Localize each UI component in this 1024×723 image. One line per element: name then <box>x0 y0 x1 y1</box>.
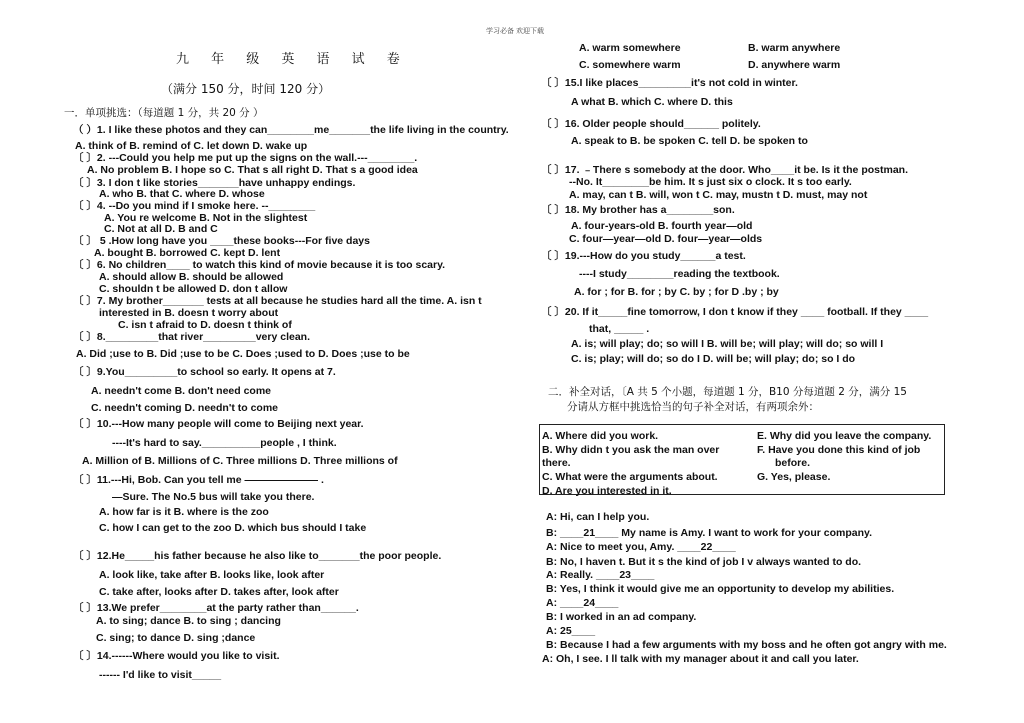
option-line: A. warm somewhere <box>579 42 681 54</box>
question-line: ----I study________reading the textbook. <box>579 268 780 280</box>
question-line: 〔 〕16. Older people should______ politely. <box>541 118 761 130</box>
option-line: A. who B. that C. where D. whose <box>99 188 265 200</box>
question-line: 〔 〕14.------Where would you like to visit. <box>73 650 280 662</box>
dialogue-line: B: Yes, I think it would give me an opportunity to develop my abilities. <box>546 583 895 595</box>
dialogue-line: B: ____21____ My name is Amy. I want to work for your company. <box>546 527 872 539</box>
option-line: C. take after, looks after D. takes after, look after <box>99 586 339 598</box>
question-line: 〔 〕17. ﹣There s somebody at the door. Who____it be. Is it the postman. <box>541 164 908 176</box>
dialogue-line: B: No, I haven t. But it s the kind of job I v always wanted to do. <box>546 556 862 568</box>
box-option: G. Yes, please. <box>757 471 831 483</box>
option-line: A. needn't come B. don't need come <box>91 385 272 397</box>
question-line: 〔 〕11.---Hi, Bob. Can you tell me ——————— . <box>73 474 324 486</box>
question-line: 〔 〕15.I like places_________it's not cold in winter. <box>541 77 798 89</box>
dialogue-line: A: Really. ____23____ <box>546 569 655 581</box>
section-two-instruction: 分请从方框中挑选恰当的句子补全对话，有两项余外： <box>567 401 819 413</box>
option-line: D. anywhere warm <box>748 59 841 71</box>
question-line: 〔 〕3. I don t like stories_______have unhappy endings. <box>73 177 356 189</box>
dialogue-line: A: 25____ <box>546 625 596 637</box>
option-line: C. how I can get to the zoo D. which bus should I take <box>99 522 367 534</box>
option-line: C. four—year—old D. four—year—olds <box>569 233 763 245</box>
option-line: A. You re welcome B. Not in the slightest <box>104 212 308 224</box>
question-line: 〔 〕7. My brother_______ tests at all because he studies hard all the time. A. isn t <box>73 295 482 307</box>
exam-title: 九 年 级 英 语 试 卷 <box>176 52 409 67</box>
option-line: interested in B. doesn t worry about <box>99 307 279 319</box>
dialogue-line: A: Nice to meet you, Amy. ____22____ <box>546 541 736 553</box>
option-line: A. to sing; dance B. to sing ; dancing <box>96 615 281 627</box>
option-line: A. speak to B. be spoken C. tell D. be spoken to <box>571 135 808 147</box>
dialogue-line: A: Oh, I see. I ll talk with my manager about it and call you later. <box>542 653 859 665</box>
question-line: 〔 〕12.He_____his father because he also like to_______the poor people. <box>73 550 442 562</box>
question-line: 〔 〕8._________that river_________very clean. <box>73 331 311 343</box>
box-option: before. <box>775 457 811 469</box>
box-option: there. <box>542 457 571 469</box>
question-line: ------ I'd like to visit_____ <box>99 669 222 681</box>
question-line: ----It's hard to say.__________people , I think. <box>112 437 337 449</box>
box-option: A. Where did you work. <box>542 430 659 442</box>
question-line: 〔 〕4. --Do you mind if I smoke here. --________ <box>73 200 316 212</box>
question-line: --No. It________be him. It s just six o clock. It s too early. <box>569 176 852 188</box>
dialogue-line: A: Hi, can I help you. <box>546 511 650 523</box>
option-line: A. is; will play; do; so will I B. will be; will play; will do; so will I <box>571 338 884 350</box>
option-line: A. think of B. remind of C. let down D. wake up <box>75 140 308 152</box>
option-line: A. should allow B. should be allowed <box>99 271 284 283</box>
dialogue-line: B: I worked in an ad company. <box>546 611 697 623</box>
option-line: B. warm anywhere <box>748 42 841 54</box>
option-line: A. four-years-old B. fourth year—old <box>571 220 753 232</box>
question-line: that, _____ . <box>589 323 650 335</box>
option-line: A. may, can t B. will, won t C. may, mustn t D. must, may not <box>569 189 868 201</box>
option-line: A. how far is it B. where is the zoo <box>99 506 269 518</box>
box-option: F. Have you done this kind of job <box>757 444 921 456</box>
box-option: B. Why didn t you ask the man over <box>542 444 720 456</box>
question-line: 〔 〕10.---How many people will come to Beijing next year. <box>73 418 364 430</box>
option-line: C. Not at all D. B and C <box>104 223 218 235</box>
box-option: D. Are you interested in it. <box>542 485 672 497</box>
exam-subtitle: （满分 150 分，时间 120 分） <box>161 82 331 96</box>
option-line: A. bought B. borrowed C. kept D. lent <box>94 247 281 259</box>
question-line: 〔 〕18. My brother has a________son. <box>541 204 735 216</box>
option-line: A. look like, take after B. looks like, look after <box>99 569 325 581</box>
option-line: A. Did ;use to B. Did ;use to be C. Does ;used to D. Does ;use to be <box>76 348 410 360</box>
question-line: 〔 〕 5 .How long have you ____these books---For five days <box>73 235 370 247</box>
question-line: —Sure. The No.5 bus will take you there. <box>112 491 315 503</box>
option-line: C. isn t afraid to D. doesn t think of <box>118 319 292 331</box>
question-line: （ ）1. I like these photos and they can________me_______the life living in the country. <box>73 124 509 136</box>
dialogue-line: A: ____24____ <box>546 597 619 609</box>
option-line: A. No problem B. I hope so C. That s all right D. That s a good idea <box>87 164 418 176</box>
option-line: C. shouldn t be allowed D. don t allow <box>99 283 288 295</box>
question-line: 〔 〕9.You_________to school so early. It opens at 7. <box>73 366 336 378</box>
option-line: A. for ; for B. for ; by C. by ; for D .by ; by <box>574 286 779 298</box>
section-two-heading: 二．补全对话，〔A 共 5 个小题，每道题 1 分，B10 分每道题 2 分，满分 15 <box>548 386 907 398</box>
question-line: 〔 〕2. ---Could you help me put up the signs on the wall.---________. <box>73 152 418 164</box>
option-line: C. somewhere warm <box>579 59 681 71</box>
option-line: C. sing; to dance D. sing ;dance <box>96 632 256 644</box>
option-line: C. is; play; will do; so do I D. will be; will play; do; so I do <box>571 353 856 365</box>
dialogue-line: B: Because I had a few arguments with my boss and he often got angry with me. <box>546 639 947 651</box>
question-line: 〔 〕20. If it_____fine tomorrow, I don t know if they ____ football. If they ____ <box>541 306 929 318</box>
question-line: 〔 〕6. No children____ to watch this kind of movie because it is too scary. <box>73 259 446 271</box>
question-line: 〔 〕19.---How do you study______a test. <box>541 250 746 262</box>
question-line: 〔 〕13.We prefer________at the party rather than______. <box>73 602 359 614</box>
option-line: A. Million of B. Millions of C. Three millions D. Three millions of <box>82 455 398 467</box>
page-header: 学习必备 欢迎下载 <box>486 28 544 35</box>
option-line: A what B. which C. where D. this <box>571 96 733 108</box>
box-option: C. What were the arguments about. <box>542 471 718 483</box>
section-one-heading: 一．单项挑选：（每道题 1 分，共 20 分 ） <box>64 107 264 119</box>
box-option: E. Why did you leave the company. <box>757 430 932 442</box>
option-line: C. needn't coming D. needn't to come <box>91 402 279 414</box>
